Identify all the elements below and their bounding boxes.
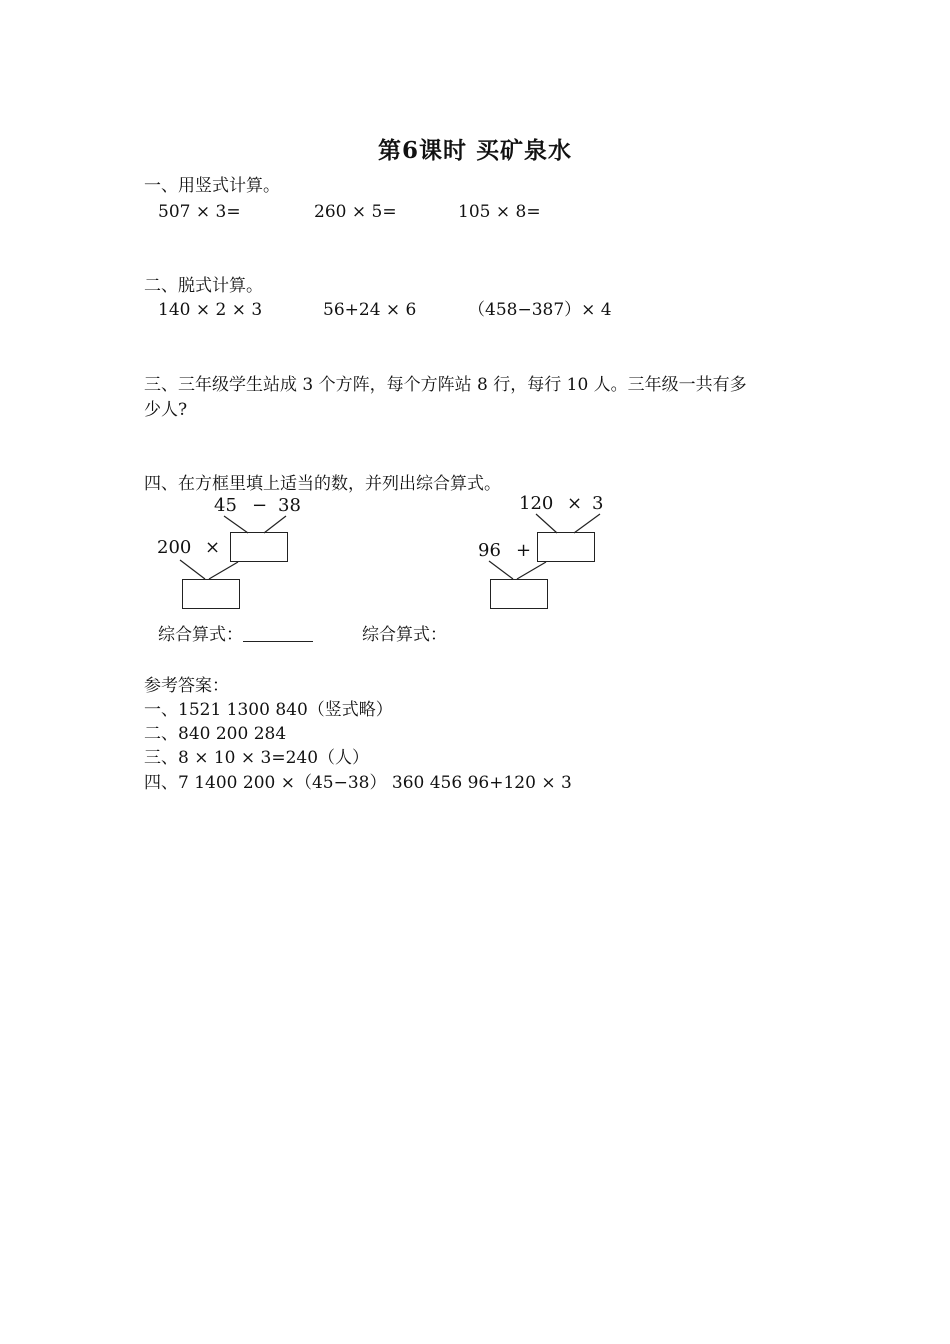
- right-mid-number: 96: [478, 540, 501, 561]
- answer-line-1: 一、1521 1300 840（竖式略）: [144, 700, 393, 720]
- q1-heading: 一、用竖式计算。: [144, 176, 280, 196]
- q2-item-3: （458−387）× 4: [468, 300, 612, 320]
- right-mid-operator: +: [516, 540, 532, 561]
- right-top-number-a: 120: [519, 493, 554, 514]
- q3-line-1: 三、三年级学生站成 3 个方阵，每个方阵站 8 行，每行 10 人。三年级一共有多: [144, 375, 747, 395]
- left-top-number-a: 45: [214, 495, 237, 516]
- q1-item-3: 105 × 8=: [458, 202, 541, 222]
- q2-item-1: 140 × 2 × 3: [158, 300, 263, 320]
- q2-heading: 二、脱式计算。: [144, 276, 263, 296]
- left-mid-number: 200: [157, 537, 192, 558]
- q3-line-2: 少人?: [144, 400, 188, 420]
- q1-item-1: 507 × 3=: [158, 202, 241, 222]
- answers-heading: 参考答案：: [144, 676, 229, 696]
- right-top-number-b: 3: [592, 493, 604, 514]
- q4-heading: 四、在方框里填上适当的数，并列出综合算式。: [144, 474, 501, 494]
- left-formula-label: [158, 623, 313, 647]
- left-top-operator: −: [252, 495, 268, 516]
- right-formula-label: 综合算式：: [362, 625, 447, 645]
- answer-line-3: 三、8 × 10 × 3=240（人）: [144, 748, 370, 768]
- right-top-operator: ×: [567, 493, 583, 514]
- answer-line-4: 四、7 1400 200 ×（45−38） 360 456 96+120 × 3: [144, 773, 572, 793]
- left-formula-text: 综合算式：: [158, 625, 243, 645]
- page-title: 第6课时 买矿泉水: [377, 137, 572, 164]
- left-top-number-b: 38: [278, 495, 301, 516]
- q2-item-2: 56+24 × 6: [323, 300, 417, 320]
- answer-line-2: 二、840 200 284: [144, 724, 287, 744]
- left-mid-operator: ×: [205, 537, 221, 558]
- q1-item-2: 260 × 5=: [314, 202, 397, 222]
- left-formula-blank[interactable]: [243, 641, 313, 642]
